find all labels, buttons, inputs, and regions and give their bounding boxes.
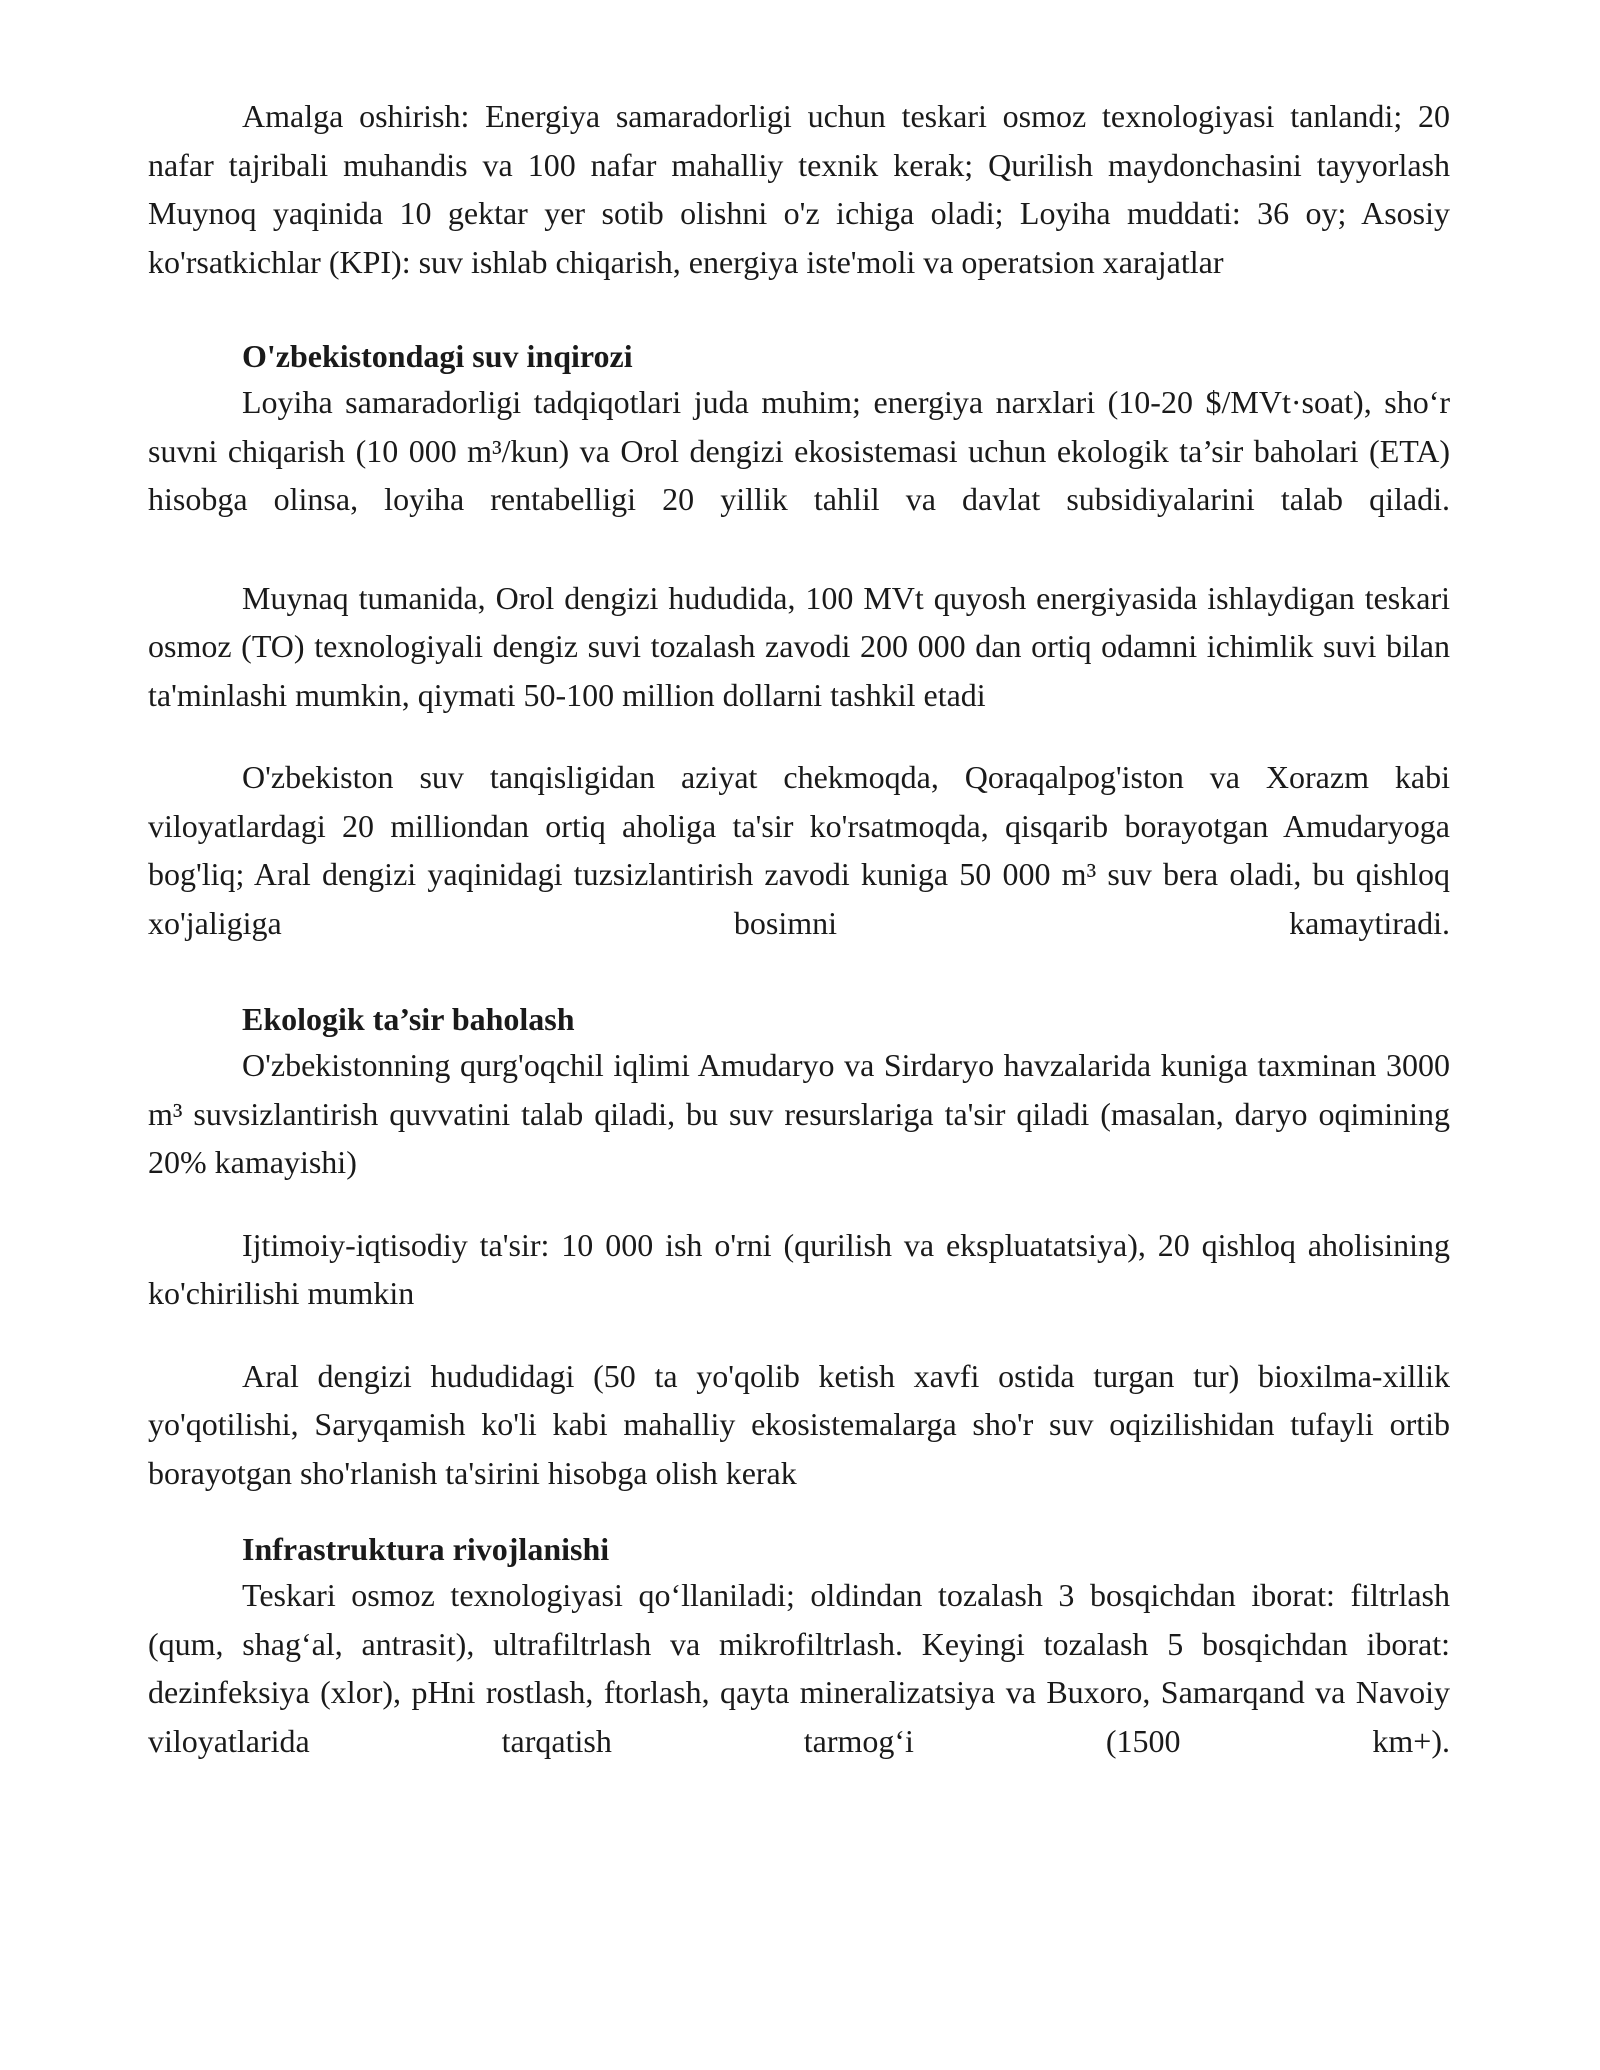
- paragraph-water-scarcity: O'zbekiston suv tanqisligidan aziyat chekmoqda, Qoraqalpog'iston va Xorazm kabi viloyatlardagi 20 milliondan ortiq aholiga ta'sir ko'rsatmoqda, qisqarib borayotgan Amudaryoga bog'liq; Aral dengizi yaqinidagi tuzsizlantirish zavodi kuniga 50 000 m³ suv bera oladi, bu qishloq xo'jaligiga bosimni kamaytiradi.: [148, 759, 1450, 941]
- paragraph-muynaq-plant: Muynaq tumanida, Orol dengizi hududida, 100 MVt quyosh energiyasida ishlaydigan teskari osmoz (TO) texnologiyali dengiz suvi tozalash zavodi 200 000 dan ortiq odamni ichimlik suvi bilan ta'minlashi mumkin, qiymati 50-100 million dollarni tashkil etadi: [148, 579, 1450, 713]
- paragraph-implementation: Amalga oshirish: Energiya samaradorligi uchun teskari osmoz texnologiyasi tanlandi; 20 nafar tajribali muhandis va 100 nafar mahalliy texnik kerak; Qurilish maydonchasini tayyorlash Muynoq yaqinida 10 gektar yer sotib olishni o'z ichiga oladi; Loyiha muddati: 36 oy; Asosiy ko'rsatkichlar (KPI): suv ishlab chiqarish, energiya iste'moli va operatsion xarajatlar: [148, 98, 1450, 280]
- document-body: [148, 92, 1450, 1765]
- paragraph-arid-climate: O'zbekistonning qurg'oqchil iqlimi Amudaryo va Sirdaryo havzalarida kuniga taxminan 3000 m³ suvsizlantirish quvvatini talab qiladi, bu suv resurslariga ta'sir qiladi (masalan, daryo oqimining 20% kamayishi): [148, 1047, 1450, 1180]
- heading-water-crisis: O'zbekistondagi suv inqirozi: [242, 338, 633, 374]
- heading-environmental-impact: Ekologik ta’sir baholash: [242, 1001, 575, 1037]
- paragraph-reverse-osmosis: Teskari osmoz texnologiyasi qo‘llaniladi; oldindan tozalash 3 bosqichdan iborat: filtrlash (qum, shag‘al, antrasit), ultrafiltrlash va mikrofiltrlash. Keyingi tozalash 5 bosqichdan iborat: dezinfeksiya (xlor), pHni rostlash, ftorlash, qayta mineralizatsiya va Buxoro, Samarqand va Navoiy viloyatlarida tarqatish tarmog‘i (1500 km+).: [148, 1577, 1450, 1759]
- paragraph-project-efficiency: Loyiha samaradorligi tadqiqotlari juda muhim; energiya narxlari (10-20 $/MVt·soat), sho‘r suvni chiqarish (10 000 m³/kun) va Orol dengizi ekosistemasi uchun ekologik ta’sir baholari (ETA) hisobga olinsa, loyiha rentabelligi 20 yillik tahlil va davlat subsidiyalarini talab qiladi.: [148, 384, 1450, 517]
- paragraph-socioeconomic: Ijtimoiy-iqtisodiy ta'sir: 10 000 ish o'rni (qurilish va ekspluatatsiya), 20 qishloq aholisining ko'chirilishi mumkin: [148, 1226, 1450, 1311]
- heading-infrastructure: Infrastruktura rivojlanishi: [242, 1531, 610, 1567]
- paragraph-biodiversity: Aral dengizi hududidagi (50 ta yo'qolib ketish xavfi ostida turgan tur) bioxilma-xillik yo'qotilishi, Saryqamish ko'li kabi mahalliy ekosistemalarga sho'r suv oqizilishidan tufayli ortib borayotgan sho'rlanish ta'sirini hisobga olish kerak: [148, 1357, 1450, 1491]
